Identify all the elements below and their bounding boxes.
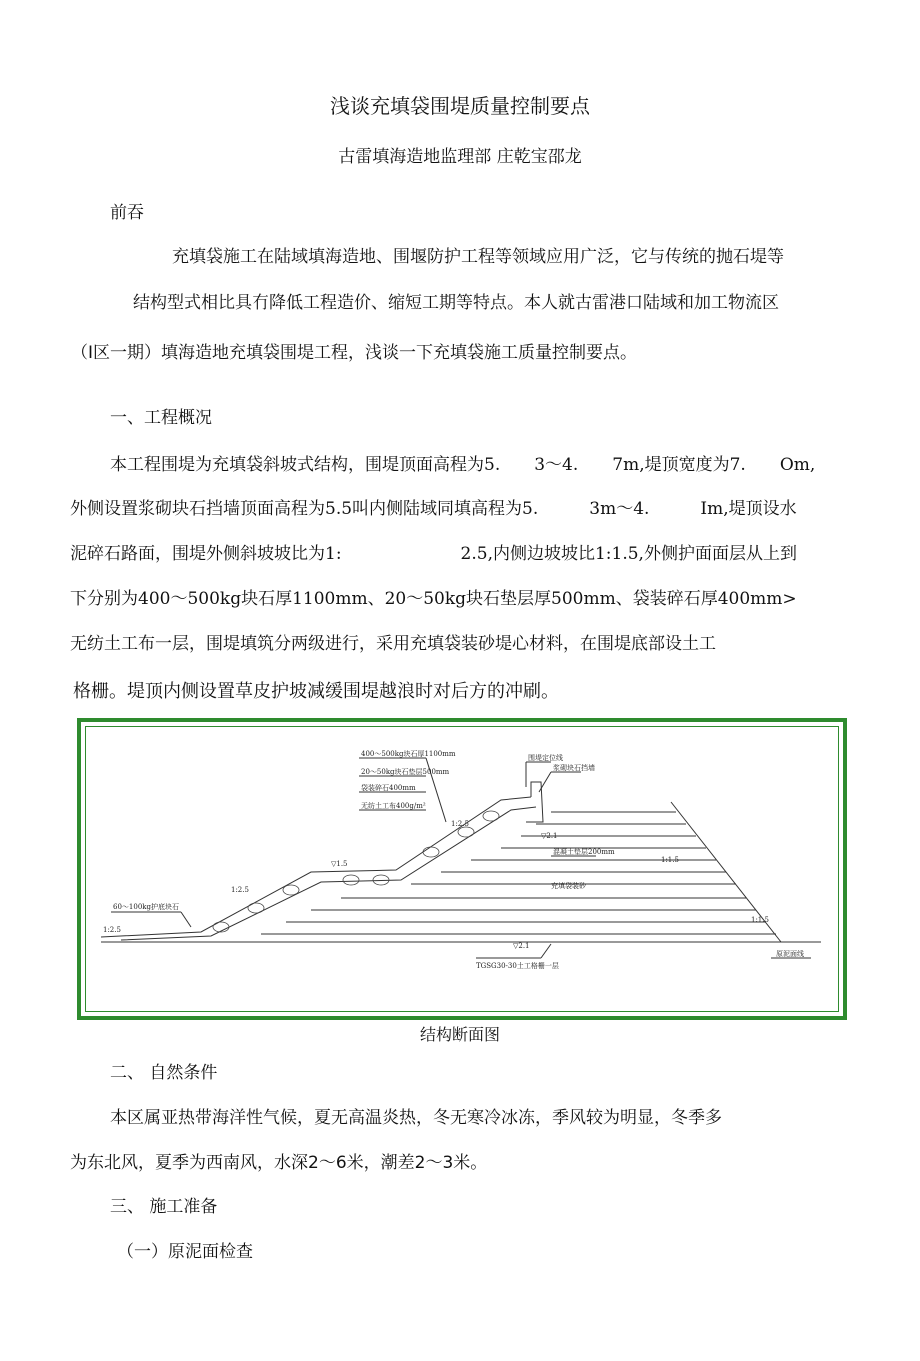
section-1-heading: 一、工程概况 — [110, 408, 212, 428]
section-1-line-2: 外侧设置浆砌块石挡墙顶面高程为5.5叫内侧陆域同填高程为5. 3m～4. Im,堤顶设水 — [70, 499, 797, 519]
label-slope-5: 1:2.5 — [451, 820, 469, 828]
section-2-heading: 二、 自然条件 — [110, 1063, 218, 1083]
retaining-wall — [526, 782, 543, 822]
embankment-cross-section-drawing — [81, 722, 843, 1016]
section-1-line-5: 无纺土工布一层，围堤填筑分两级进行，采用充填袋装砂堤心材料，在围堤底部设土工 — [70, 634, 716, 654]
label-dike-axis: 围堤定位线 — [528, 754, 563, 762]
section-1-line-6: 格栅。堤顶内侧设置草皮护坡减缓围堤越浪时对后方的冲刷。 — [73, 681, 559, 702]
label-geotextile: 无纺土工布400g/m² — [361, 802, 426, 810]
author-line: 古雷填海造地监理部 庄乾宝邵龙 — [338, 147, 582, 167]
label-toe-stone: 60～100kg护底块石 — [113, 903, 179, 911]
preface-line-3: （I区一期）填海造地充填袋围堤工程，浅谈一下充填袋施工质量控制要点。 — [71, 343, 638, 363]
label-slope-1: 1:2.5 — [103, 926, 121, 934]
outer-slope-inner-line — [121, 807, 536, 940]
figure-caption: 结构断面图 — [419, 1025, 500, 1044]
label-sand-bag: 充填袋装砂 — [551, 882, 586, 890]
preface-line-1: 充填袋施工在陆域填海造地、围堰防护工程等领域应用广泛，它与传统的抛石堤等 — [172, 247, 784, 267]
preface-line-2: 结构型式相比具冇降低工程造价、缩短工期等特点。本人就古雷港口陆域和加工物流区 — [133, 293, 779, 313]
label-geogrid: TGSG30-30土工格栅一层 — [476, 962, 559, 970]
label-cushion-stone: 20～50kg块石垫层500mm — [361, 768, 450, 776]
section-3-heading: 三、 施工准备 — [110, 1197, 218, 1217]
outer-slope-line — [101, 797, 531, 937]
label-slope-2: 1:2.5 — [231, 886, 249, 894]
label-slope-4: 1:1.5 — [751, 916, 769, 924]
label-slope-3: 1:1.5 — [661, 856, 679, 864]
section-1-line-4: 下分别为400～500kg块石厚1100mm、20～50kg块石垫层厚500mm、袋装碎石厚400mm> — [70, 589, 797, 609]
label-mud-surface: 原泥面线 — [776, 950, 804, 958]
section-2-line-2: 为东北风，夏季为西南风，水深2～6米，潮差2～3米。 — [70, 1153, 488, 1173]
structure-section-figure — [77, 718, 847, 1020]
preface-heading: 前吞 — [110, 203, 144, 223]
label-masonry-wall: 浆砌块石挡墙 — [553, 764, 595, 772]
section-1-line-1: 本工程围堤为充填袋斜坡式结构，围堤顶面高程为5. 3～4. 7m,堤顶宽度为7. Om, — [110, 455, 816, 475]
label-elevation-2: ▽2.1 — [513, 942, 530, 950]
section-1-line-3: 泥碎石路面，围堤外侧斜坡坡比为1: 2.5,内侧边坡坡比1:1.5,外侧护面面层从上到 — [70, 544, 797, 564]
label-concrete-cushion: 混凝土垫层200mm — [553, 848, 615, 856]
label-armour-stone: 400～500kg块石厚1100mm — [361, 750, 456, 758]
document-title: 浅谈充填袋围堤质量控制要点 — [330, 94, 590, 118]
section-2-line-1: 本区属亚热带海洋性气候，夏无高温炎热，冬无寒冷冰冻，季风较为明显，冬季多 — [110, 1108, 722, 1128]
label-bagged-gravel: 袋装碎石400mm — [361, 784, 416, 792]
label-elevation-1: ▽1.5 — [331, 860, 348, 868]
label-elevation-3: ▽2.1 — [541, 832, 558, 840]
section-3-sub-heading: （一）原泥面检查 — [117, 1242, 253, 1262]
